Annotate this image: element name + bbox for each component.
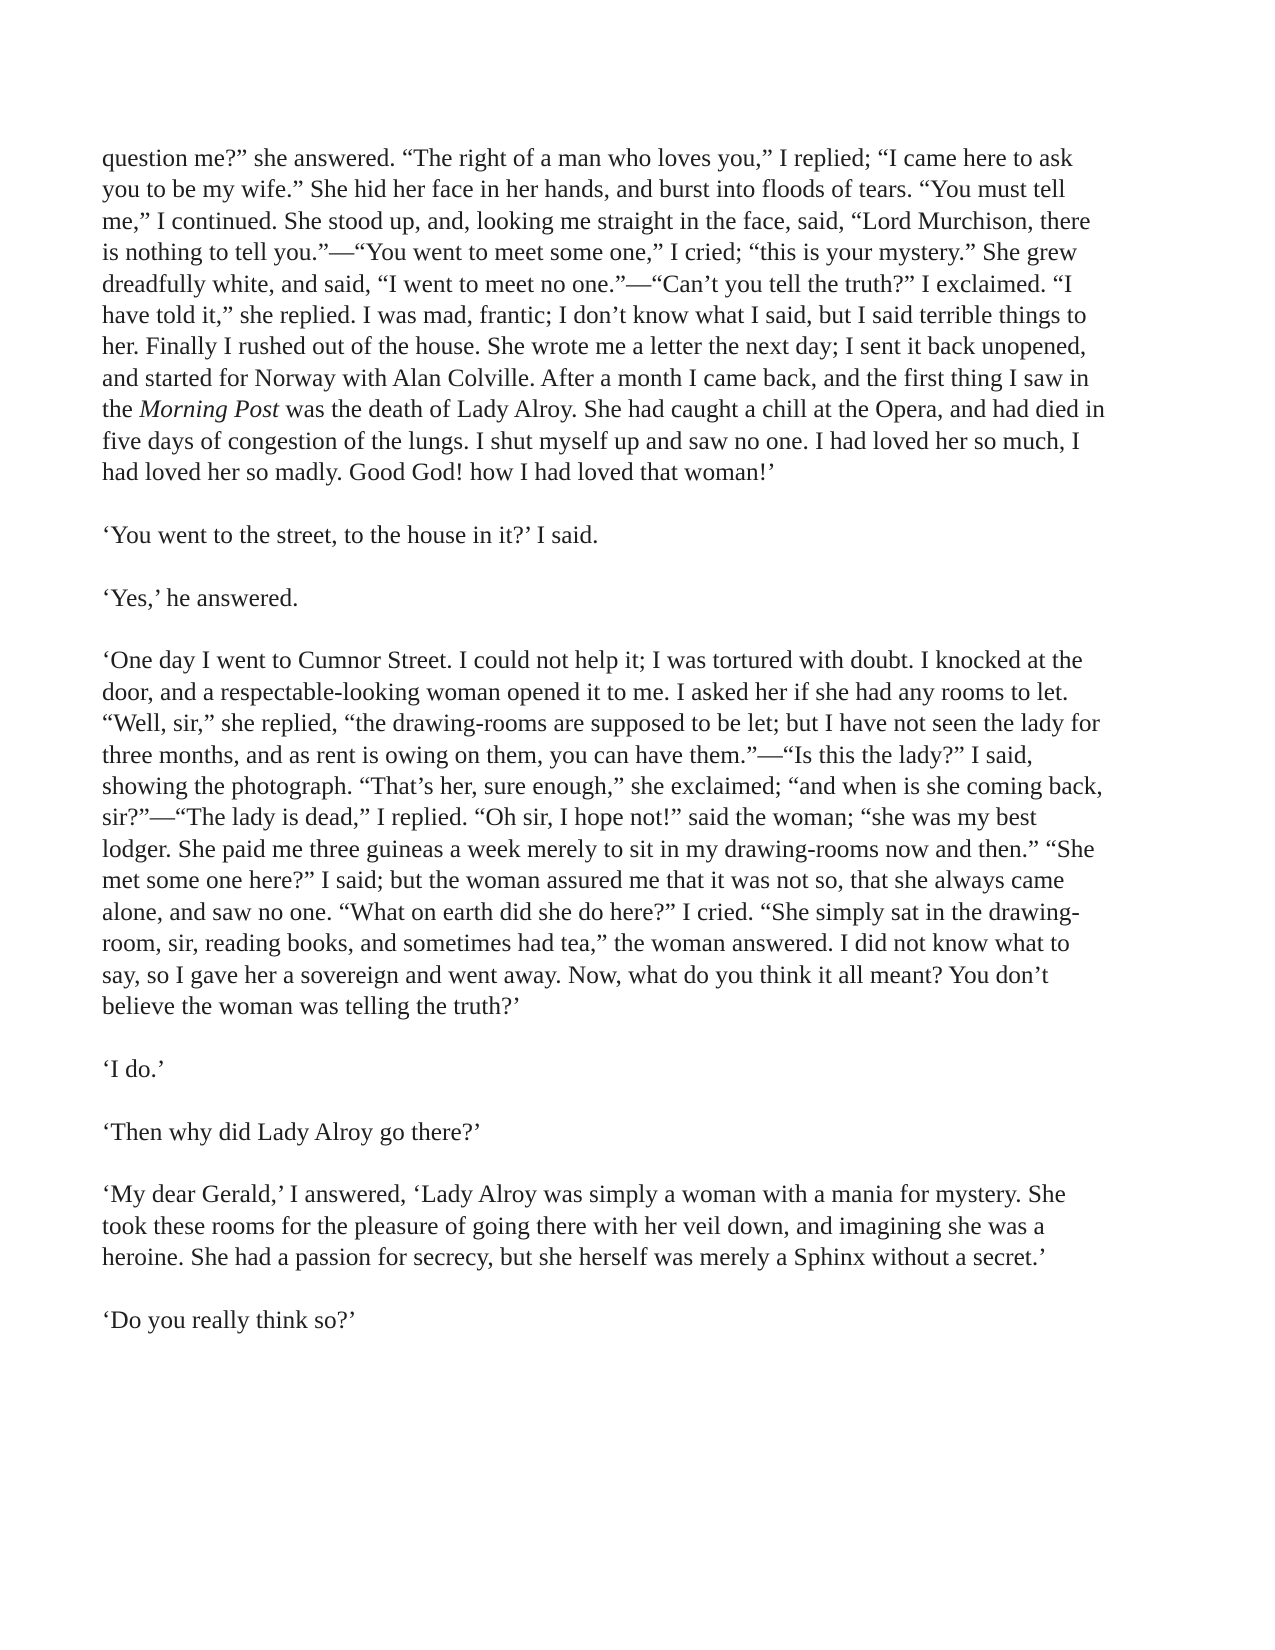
paragraph-2: ‘You went to the street, to the house in it?’ I said. (102, 520, 599, 549)
paragraph-4: ‘One day I went to Cumnor Street. I could not help it; I was tortured with doubt. I knocked at the door, and a respectable-looking woman opened it to me. I asked her if she had any rooms to let. “Well, sir,” she replied, “the drawing-rooms are supposed to be let; but I have not seen the lady for three months, and as rent is owing on them, you can have them.”—“Is this the lady?” I said, showing the photograph. “That’s her, sure enough,” she exclaimed; “and when is she coming back, sir?”—“The lady is dead,” I replied. “Oh sir, I hope not!” said the woman; “she was my best lodger. She paid me three guineas a week merely to sit in my drawing-rooms now and then.” “She met some one here?” I said; but the woman assured me that it was not so, that she always came alone, and saw no one. “What on earth did she do here?” I cried. “She simply sat in the drawing-room, sir, reading books, and sometimes had tea,” the woman answered. I did not know what to say, so I gave her a sovereign and went away. Now, what do you think it all meant? You don’t believe the woman was telling the truth?’ (102, 646, 1103, 1020)
paragraph-1-text-a: question me?” she answered. “The right of a man who loves you,” I replied; “I came here to ask you to be my wife.” She hid her face in her hands, and burst into floods of tears. “You must tell me,” I continued. She stood up, and, looking me straight in the face, said, “Lord Murchison, there is nothing to tell you.”—“You went to meet some one,” I cried; “this is your mystery.” She grew dreadfully white, and said, “I went to meet no one.”—“Can’t you tell the truth?” I exclaimed. “I have told it,” she replied. I was mad, frantic; I don’t know what I said, but I said terrible things to her. Finally I rushed out of the house. She wrote me a letter the next day; I sent it back unopened, and started for Norway with Alan Colville. After a month I came back, and the first thing I saw in the (102, 144, 1091, 424)
paragraph-3: ‘Yes,’ he answered. (102, 583, 299, 612)
paragraph-7: ‘My dear Gerald,’ I answered, ‘Lady Alroy was simply a woman with a mania for mystery. She took these rooms for the pleasure of going there with her veil down, and imagining she was a heroine. She had a passion for secrecy, but she herself was merely a Sphinx without a secret.’ (102, 1180, 1066, 1272)
paragraph-5: ‘I do.’ (102, 1054, 166, 1083)
paragraph-1 (102, 143, 1112, 488)
paragraph-8: ‘Do you really think so?’ (102, 1305, 357, 1334)
paragraph-1-text-b: was the death of Lady Alroy. She had caught a chill at the Opera, and had died in five days of congestion of the lungs. I shut myself up and saw no one. I had loved her so much, I had loved her so madly. Good God! how I had loved that woman!’ (102, 395, 1105, 487)
document-page (102, 143, 1112, 1336)
newspaper-title: Morning Post (139, 395, 280, 424)
paragraph-6: ‘Then why did Lady Alroy go there?’ (102, 1117, 482, 1146)
